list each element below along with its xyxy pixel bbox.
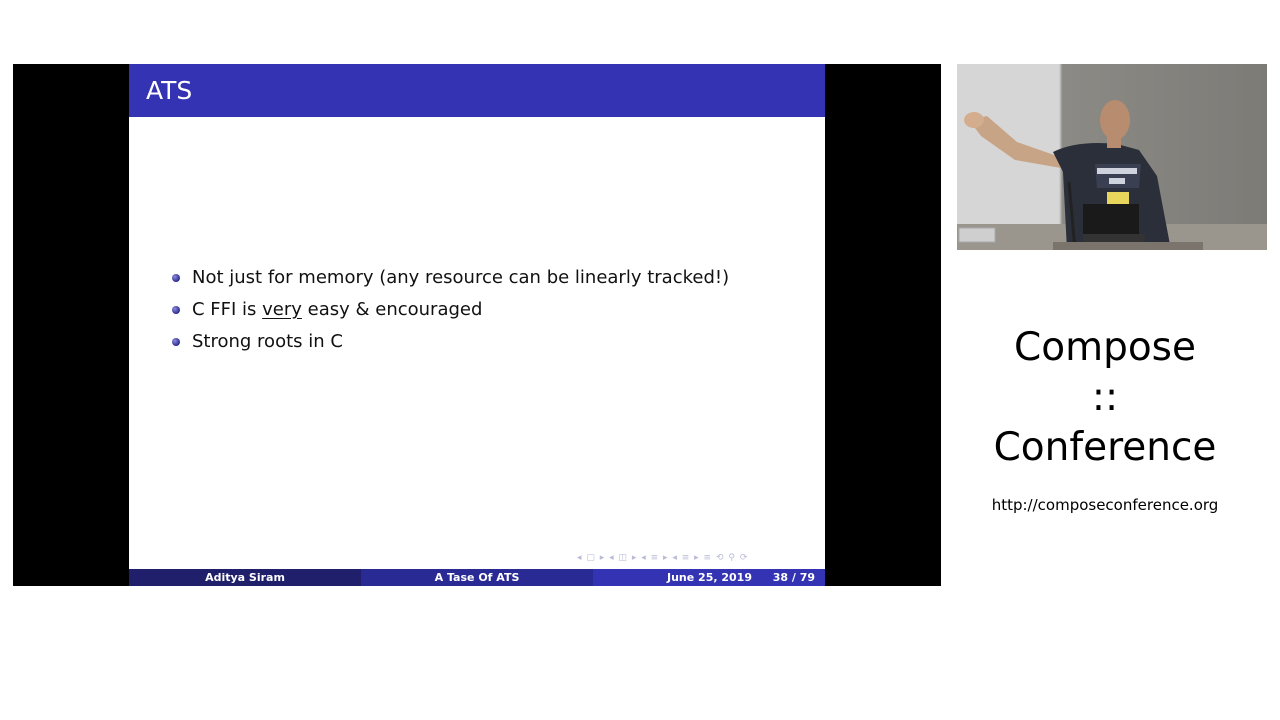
bullet-dot-icon [172,306,180,314]
bullet-text: C FFI is [192,299,263,320]
bullet-text: Strong roots in C [192,331,343,352]
conference-branding [957,323,1253,515]
bullet-item [169,331,729,363]
beamer-navigation-icons: ◂ ▢ ▸ ◂ ◫ ▸ ◂ ≡ ▸ ◂ ≡ ▸ ≡ ⟲ ⚲ ⟳ [577,553,749,563]
speaker-silhouette-icon [957,64,1267,250]
bullet-item [169,299,729,331]
footer-page-number: 38 / 79 [772,571,815,584]
footer-author: Aditya Siram [129,569,361,586]
bullet-list [169,267,729,363]
bullet-dot-icon [172,274,180,282]
bullet-dot-icon [172,338,180,346]
speaker-video [957,64,1267,250]
footer-date-page [593,569,825,586]
slide-footer [129,569,825,586]
bullet-item [169,267,729,299]
conference-url: http://composeconference.org [991,496,1219,514]
bullet-text-after: easy & encouraged [301,299,483,320]
conference-name-line1: Compose [1013,325,1196,370]
presentation-slide [129,64,825,586]
slide-title: ATS [146,76,193,105]
bullet-text: Not just for memory (any resource can be linearly tracked!) [192,267,730,288]
conference-name-line3: Conference [993,425,1217,470]
footer-talk-title: A Tase Of ATS [361,569,593,586]
conference-name-separator: :: [1091,375,1119,420]
slide-header [129,64,825,117]
bullet-underlined-text: very [262,299,302,320]
footer-date: June 25, 2019 [667,571,752,584]
